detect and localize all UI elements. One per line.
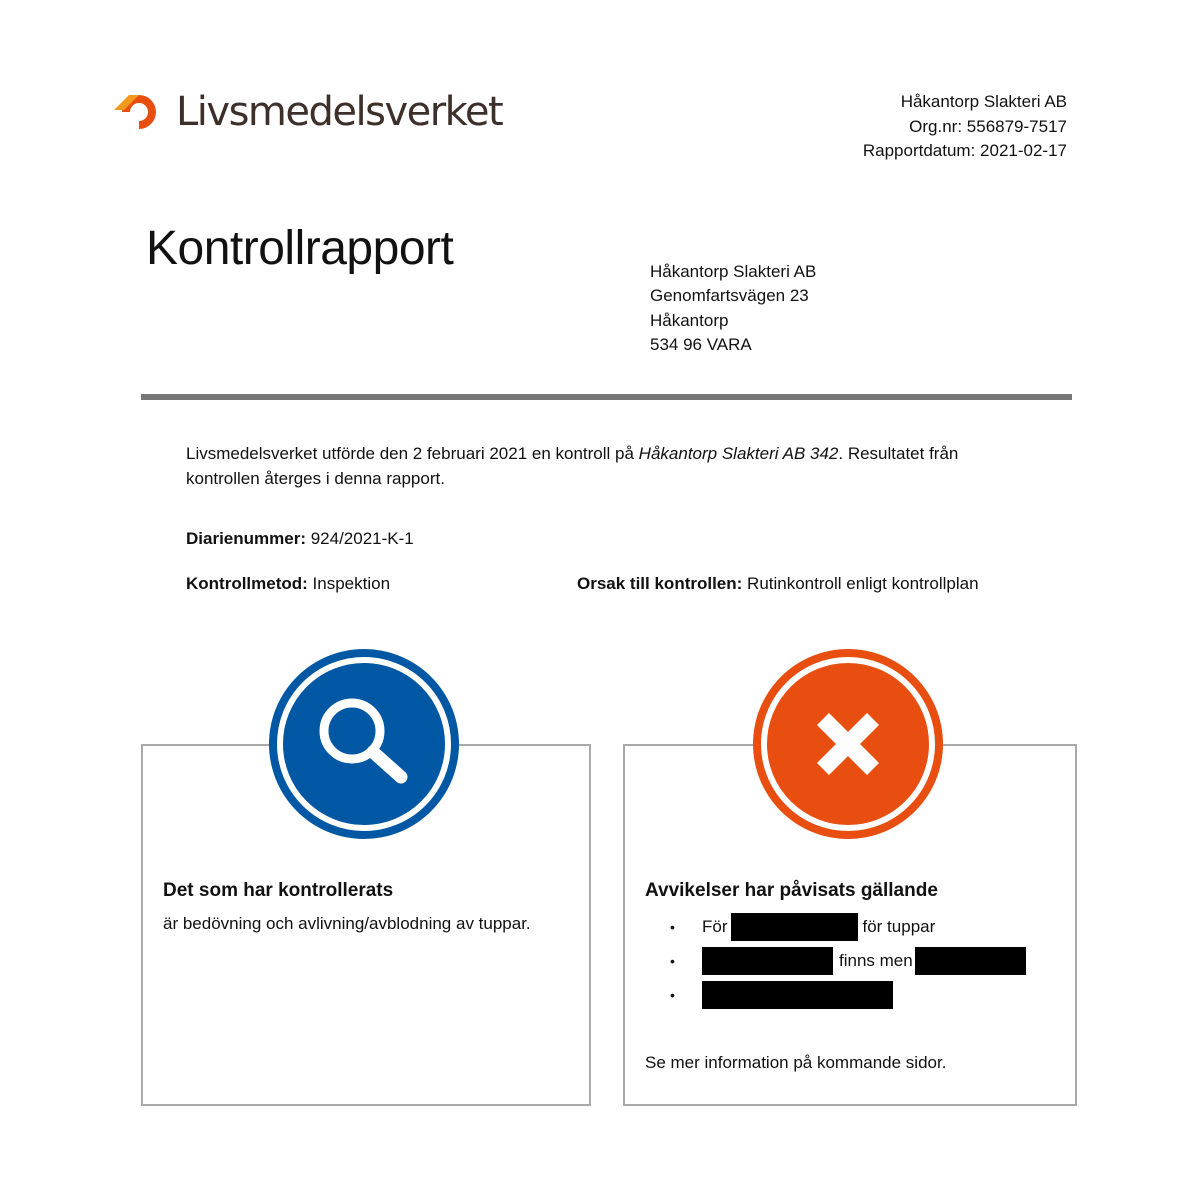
controlled-heading: Det som har kontrollerats [163, 880, 394, 901]
list-item [670, 910, 1026, 944]
header-divider [141, 394, 1072, 400]
document-title: Kontrollrapport [146, 222, 454, 275]
diarienummer-label: Diarienummer: [186, 529, 306, 548]
magnifier-icon [269, 649, 459, 839]
diarienummer-field [186, 528, 414, 550]
intro-facility: Håkantorp Slakteri AB 342 [638, 444, 839, 463]
livsmedelsverket-logo-icon [112, 85, 166, 139]
redaction-block [731, 913, 858, 941]
bullet-glyph: • [670, 953, 675, 969]
redaction-block [702, 947, 833, 975]
orsak-field [577, 573, 979, 595]
orsak-label: Orsak till kontrollen: [577, 574, 743, 593]
controlled-badge [269, 649, 459, 839]
intro-paragraph [186, 442, 1036, 491]
kontrollmetod-field [186, 573, 390, 595]
livsmedelsverket-logo [112, 84, 502, 140]
controlled-text: är bedövning och avlivning/avblodning av tuppar. [163, 914, 531, 933]
diarienummer-value: 924/2021-K-1 [305, 529, 414, 548]
sender-block [863, 90, 1067, 164]
more-info-text: Se mer information på kommande sidor. [645, 1053, 947, 1072]
kontrollmetod-value: Inspektion [307, 574, 391, 593]
recipient-street: Genomfartsvägen 23 [650, 286, 809, 306]
recipient-postal: 534 96 VARA [650, 334, 752, 354]
orsak-value: Rutinkontroll enligt kontrollplan [742, 574, 979, 593]
sender-orgnr: Org.nr: 556879-7517 [909, 116, 1067, 136]
deviation-heading: Avvikelser har påvisats gällande [645, 880, 938, 901]
list-item [670, 944, 1026, 978]
brand-name: Livsmedelsverket [176, 89, 503, 135]
intro-text-before: Livsmedelsverket utförde den 2 februari 2021 en kontroll på [186, 444, 639, 463]
recipient-address [650, 260, 816, 357]
recipient-name: Håkantorp Slakteri AB [650, 262, 817, 281]
redaction-block [915, 947, 1026, 975]
sender-company: Håkantorp Slakteri AB [900, 92, 1067, 111]
intro-text-after: . Resultatet från kontrollen återges i denna rapport. [186, 444, 959, 488]
list-item [670, 978, 1026, 1012]
cross-icon [753, 649, 943, 839]
bullet-glyph: • [670, 919, 675, 935]
recipient-locality: Håkantorp [650, 310, 729, 330]
kontrollmetod-label: Kontrollmetod: [186, 574, 308, 593]
deviation-item-text: för tuppar [862, 917, 936, 936]
deviation-item-text: finns men [839, 951, 913, 970]
report-date: Rapportdatum: 2021-02-17 [862, 141, 1067, 160]
deviation-badge [753, 649, 943, 839]
redaction-block [702, 981, 893, 1009]
bullet-glyph: • [670, 987, 675, 1003]
deviation-list [670, 910, 1026, 1012]
deviation-item-text: För [702, 917, 728, 936]
